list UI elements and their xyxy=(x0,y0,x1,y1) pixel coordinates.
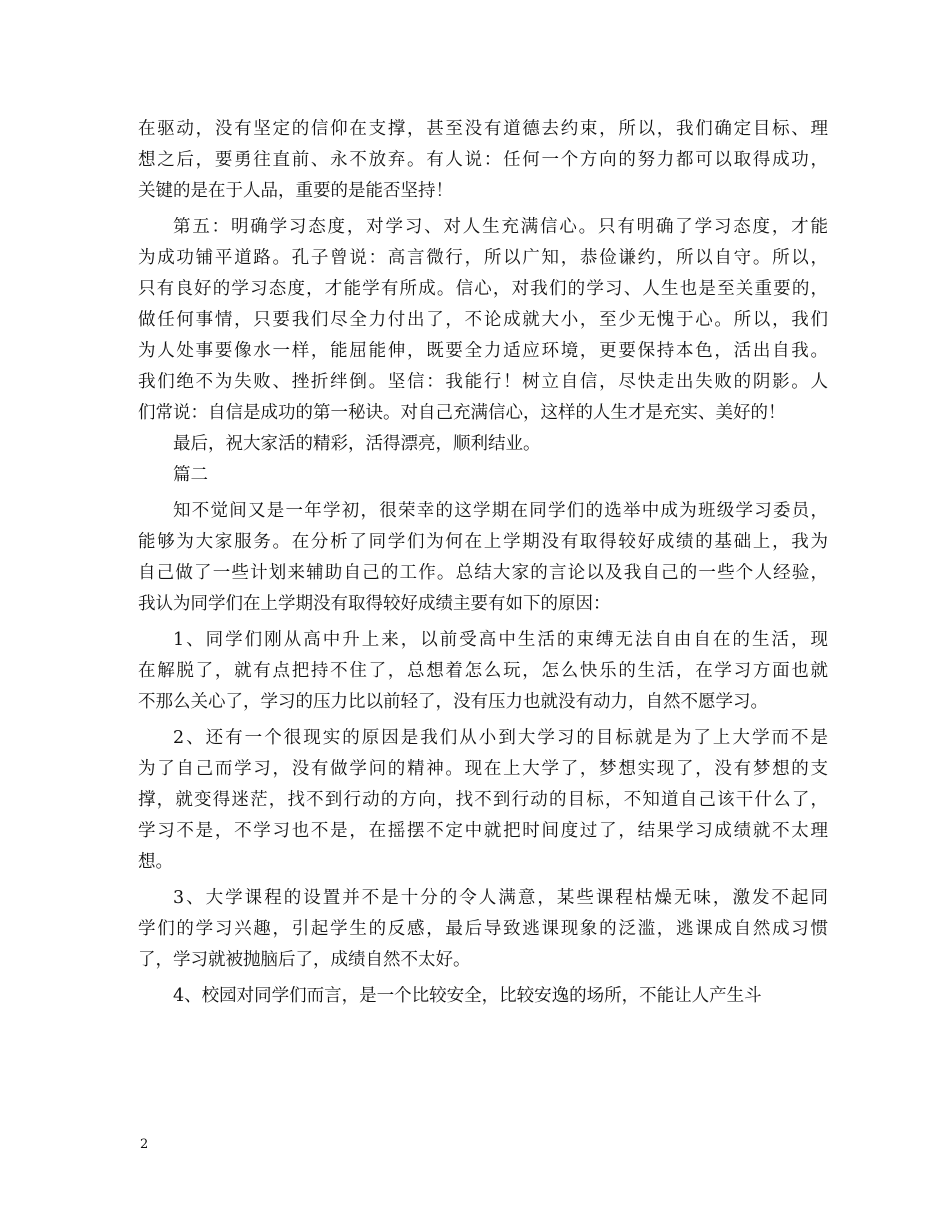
body-text xyxy=(138,114,828,1012)
text-line: 们常说：自信是成功的第一秘诀。对自己充满信心，这样的人生才是充实、美好的！ xyxy=(138,403,786,423)
text-line: 了，学习就被抛脑后了，成绩自然不太好。 xyxy=(138,950,471,970)
text-line: 关键的是在于人品，重要的是能否坚持！ xyxy=(138,181,453,201)
text-line: 为成功铺平道路。孔子曾说：高言微行，所以广知，恭俭谦约，所以自守。所以， xyxy=(138,248,828,268)
section-heading: 篇二 xyxy=(173,465,208,485)
text-line: 撑，就变得迷茫，找不到行动的方向，找不到行动的目标，不知道自己该干什么了， xyxy=(138,790,828,810)
text-line: 做任何事情，只要我们尽全力付出了，不论成就大小，至少无愧于心。所以，我们 xyxy=(138,310,828,330)
text-line: 在解脱了，就有点把持不住了，总想着怎么玩，怎么快乐的生活，在学习方面也就 xyxy=(138,661,828,681)
text-line: 为人处事要像水一样，能屈能伸，既要全力适应环境，更要保持本色，活出自我。 xyxy=(138,341,828,361)
text-line: 想之后，要勇往直前、永不放弃。有人说：任何一个方向的努力都可以取得成功， xyxy=(138,150,828,170)
text-line: 知不觉间又是一年学初，很荣幸的这学期在同学们的选举中成为班级学习委员， xyxy=(173,501,828,521)
text-line: 不那么关心了，学习的压力比以前轻了，没有压力也就没有动力，自然不愿学习。 xyxy=(138,692,768,712)
text-line: 只有良好的学习态度，才能学有所成。信心，对我们的学习、人生也是至关重要的， xyxy=(138,279,828,299)
page-number: 2 xyxy=(140,1137,149,1152)
text-line: 最后，祝大家活的精彩，活得漂亮，顺利结业。 xyxy=(173,434,541,454)
text-line: 第五：明确学习态度，对学习、对人生充满信心。只有明确了学习态度，才能 xyxy=(173,217,828,237)
text-line: 为了自己而学习，没有做学问的精神。现在上大学了，梦想实现了，没有梦想的支 xyxy=(138,759,828,779)
text-line: 我认为同学们在上学期没有取得较好成绩主要有如下的原因： xyxy=(138,594,611,614)
text-line: 学习不是，不学习也不是，在摇摆不定中就把时间度过了，结果学习成绩就不太理 xyxy=(138,821,828,841)
text-line: 3、大学课程的设置并不是十分的令人满意，某些课程枯燥无味，激发不起同 xyxy=(173,888,828,908)
text-line: 能够为大家服务。在分析了同学们为何在上学期没有取得较好成绩的基础上，我为 xyxy=(138,532,828,552)
text-line: 想。 xyxy=(138,852,173,872)
text-line: 4、校园对同学们而言，是一个比较安全，比较安逸的场所，不能让人产生斗 xyxy=(173,986,762,1006)
text-line: 我们绝不为失败、挫折绊倒。坚信：我能行！树立自信，尽快走出失败的阴影。人 xyxy=(138,372,828,392)
text-line: 学们的学习兴趣，引起学生的反感，最后导致逃课现象的泛滥，逃课成自然成习惯 xyxy=(138,919,828,939)
text-line: 1、同学们刚从高中升上来，以前受高中生活的束缚无法自由自在的生活，现 xyxy=(173,630,828,650)
text-line: 2、还有一个很现实的原因是我们从小到大学习的目标就是为了上大学而不是 xyxy=(173,728,828,748)
text-line: 自己做了一些计划来辅助自己的工作。总结大家的言论以及我自己的一些个人经验， xyxy=(138,563,828,583)
text-line: 在驱动，没有坚定的信仰在支撑，甚至没有道德去约束，所以，我们确定目标、理 xyxy=(138,119,828,139)
